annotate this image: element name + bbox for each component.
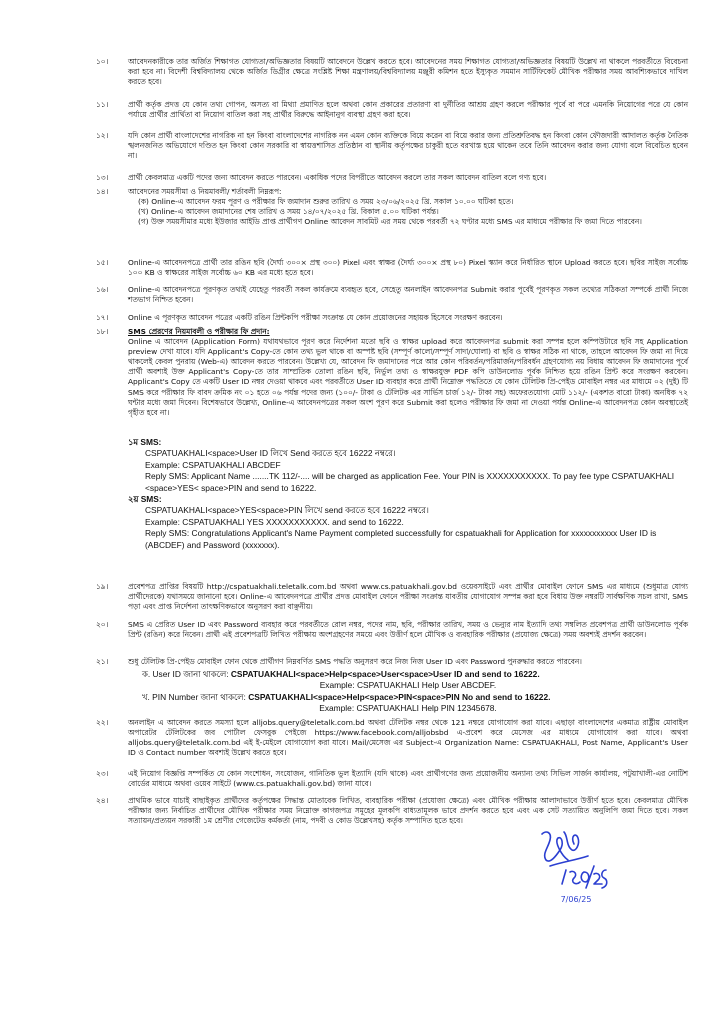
item-text: এই নিয়োগ বিজ্ঞপ্তি সম্পর্কিত যে কোন সংশোধন, সংযোজন, গানিতিক ভুল ইত্যাদি (যদি থাকে) এবং প্রার্থীগণের জন্য প্রয়োজনীয় অন্যান্য তথ্য সিভিল সার্জন কার্যালয়, পটুয়াখালী-এর নোটিশ বোর্ডের মাধ্যমে অথবা ওয়েব সাইটে (www.cs.patuakhali.gov.bd) জানা যাবে। bbox=[128, 769, 688, 789]
item-number: ১৭। bbox=[96, 313, 109, 322]
recovery-user-id-example: Example: CSPATUAKHALI Help User ABCDEF. bbox=[319, 680, 497, 691]
password-recovery bbox=[128, 669, 688, 715]
recovery-user-id bbox=[128, 669, 688, 680]
item-number: ১১। bbox=[96, 100, 109, 109]
item-text: Online-এ আবেদনপত্রে পূরণকৃত তথ্যই যেহেতু পরবর্তী সকল কার্যক্রমে ব্যবহৃত হবে, সেহেতু অনলাইন আবেদনপত্র Submit করার পূর্বেই পূরণকৃত সকল তথ্যের সঠিকতা সম্পর্কে প্রার্থী নিজে শতভাগ নিশ্চিত হবেন। bbox=[128, 285, 688, 305]
item-text: Online এ পূরণকৃত আবেদন পত্রের একটি রঙিন প্রিন্টকপি পরীক্ষা সংক্রান্ত যে কোন প্রয়োজনের সহায়ক হিসেবে সংরক্ষণ করবেন। bbox=[128, 313, 503, 322]
signature-stroke-2 bbox=[564, 832, 579, 850]
recovery-user-id-label: ক. User ID জানা থাকলে: bbox=[142, 669, 231, 679]
item-text: প্রার্থী কেবলমাত্র একটি পদের জন্য আবেদন করতে পারবেন। একাধিক পদের বিপরীতে আবেদন করলে তার সকল আবেদন বাতিল বলে গণ্য হবে। bbox=[128, 173, 547, 182]
recovery-pin bbox=[128, 692, 688, 703]
recovery-user-id-command: CSPATUAKHALI<space>Help<space>User<space>User ID and send to 16222. bbox=[230, 669, 540, 679]
first-sms-heading: ১ম SMS: bbox=[128, 437, 162, 447]
first-sms-command: CSPATUAKHALI<space>User ID লিখে Send করতে হবে 16222 নম্বরে। bbox=[145, 448, 396, 459]
first-sms-reply: Reply SMS: Applicant Name .......TK 112/-.... will be charged as application Fee. Your PIN is XXXXXXXXXXX. To pay fee type CSPATUAKHALI <space>YES< space>PIN and send to 16222. bbox=[145, 471, 675, 493]
item-paragraph: Online এ আবেদন (Application Form) যথাযথভাবে পূরণ করে নির্দেশনা মতো ছবি ও স্বাক্ষর upload করে আবেদনপত্র submit করা সম্পন্ন হলে কম্পিউটারে ছবি সহ Application preview দেখা যাবে। যদি Applicant's Copy-তে কোন তথ্য ভুল থাকে বা অস্পষ্ট ছবি (সম্পূর্ণ কালো/সম্পূর্ণ সাদা/ঘোলা) বা ছবি ও স্বাক্ষর সঠিক না থাকে, তাহলে আবেদন ফি জমা না দিয়ে থাকলেই কেবল পুনরায় (Web-এ) আবেদন করতে পারবেন। উল্লেখ্য যে, আবেদন ফি জমাদানের পরে আর কোন পরিবর্তন/পরিমার্জন/পরিবর্ধন গ্রহণযোগ্য নয় বিধায় আবেদন ফি জমাদানের পূর্বে প্রার্থী অবশ্যই উক্ত Applicant's Copy-তে তার সাম্প্রতিক তোলা রঙিন ছবি, নির্ভুল তথ্য ও স্বাক্ষরযুক্ত PDF কপি ডাউনলোড পূর্বক নিশ্চিত হয়ে রঙিন প্রিন্ট করে সংরক্ষণ করবেন। Applicant's Copy তে একটি User ID নম্বর দেওয়া থাকবে এবং পরবর্তীতে User ID ব্যবহার করে প্রার্থী নিম্নোক্ত পদ্ধতিতে যে কোন টেলিটক প্রি-পেইড মোবাইল নম্বর এর মাধ্যমে ০২ (দুই) টি SMS করে পরীক্ষার ফি বাবদ ক্রমিক নং ০১ হতে ০৬ পর্যন্ত পদের জন্য (১০০/- টাকা ও টেলিটক এর সার্ভিস চার্জ ১২/- টাকা সহ) অফেরতযোগ্য মোট ১১২/- (একশত বারো টাকা) অনধিক ৭২ ঘন্টার মধ্যে জমা দিবেন। বিশেষভাবে উল্লেখ্য, Online-এ আবেদনপত্রের সকল অংশ পূরণ করে Submit করা হলেও পরীক্ষার ফি জমা না দেওয়া পর্যন্ত Online-এ আবেদনপত্র কোন অবস্থাতেই গৃহীত হবে না। bbox=[128, 337, 688, 417]
signature-date: 7/06/25 bbox=[560, 895, 592, 904]
item-text bbox=[128, 327, 688, 418]
item-number: ১৫। bbox=[96, 258, 109, 267]
item-number: ১৬। bbox=[96, 285, 109, 294]
item-number: ২২। bbox=[96, 718, 109, 727]
item-text: যদি কোন প্রার্থী বাংলাদেশের নাগরিক না হন কিংবা বাংলাদেশের নাগরিক নন এমন কোন ব্যক্তিকে বিয়ে করেন বা বিয়ে করার জন্য প্রতিশ্রুতিবদ্ধ হন কিংবা কোন ফৌজদারী আদালত কর্তৃক নৈতিক স্খলনজনিত অভিযোগে দণ্ডিত হন কিংবা কোন সরকারি বা স্বায়ত্তশাসিত প্রতিষ্ঠান বা স্থানীয় কর্তৃপক্ষের চাকুরী হতে বরখাস্ত হয়ে থাকেন তবে তিনি আবেদন করার জন্য যোগ্য বলে বিবেচিত হবেন না। bbox=[128, 131, 688, 161]
signature-underline bbox=[550, 856, 588, 866]
second-sms-command: CSPATUAKHALI<space>YES<space>PIN লিখে send করতে হবে 16222 নম্বরে। bbox=[145, 505, 429, 516]
item-text: প্রবেশপত্র প্রাপ্তির বিষয়টি http://cspatuakhali.teletalk.com.bd অথবা www.cs.patuakhali.gov.bd ওয়েবসাইটে এবং প্রার্থীর মোবাইল ফোনে SMS এর মাধ্যমে (শুধুমাত্র যোগ্য প্রার্থীদেরকে) যথাসময়ে জানানো হবে। Online-এ আবেদনপত্রে প্রার্থীর প্রদত্ত মোবাইল ফোনে পরীক্ষা সংক্রান্ত যাবতীয় যোগাযোগ সম্পন্ন করা হবে বিধায় উক্ত নম্বরটি সার্বক্ষণিক সচল রাখা, SMS পড়া এবং প্রাপ্ত নির্দেশনা তাৎক্ষণিকভাবে অনুসরণ করা বাঞ্ছনীয়। bbox=[128, 582, 688, 612]
item-text: প্রার্থী কর্তৃক প্রদত্ত যে কোন তথ্য গোপন, অসত্য বা মিথ্যা প্রমাণিত হলে অথবা কোন প্রকারের প্রতারণা বা দুর্নীতির আশ্রয় গ্রহণ করলে পরীক্ষার পূর্বে বা পরে এমনকি নিয়োগের পরে যে কোন পর্যায়ে প্রার্থীর প্রার্থিতা বা নিয়োগ বাতিল করা সহ প্রার্থীর বিরুদ্ধে আইনানুগ ব্যবস্থা গ্রহণ করা হবে। bbox=[128, 100, 688, 120]
item-number: ২৪। bbox=[96, 796, 109, 805]
first-sms-example: Example: CSPATUAKHALI ABCDEF bbox=[145, 459, 281, 470]
second-sms-reply: Reply SMS: Congratulations Applicant's Name Payment completed successfully for cspatuakhali for Application for xxxxxxxxxxx User ID is (ABCDEF) and Password (xxxxxxx). bbox=[145, 528, 657, 550]
recovery-pin-command: CSPATUAKHALI<space>Help<space>PIN<space>PIN No and send to 16222. bbox=[248, 691, 551, 702]
second-sms-heading: ২য় SMS: bbox=[128, 494, 162, 505]
sub-item-kha: (খ) Online-এ আবেদন জমাদানের শেষ তারিখ ও সময় ১৪/০৭/২০২৫ খ্রি. বিকাল ৫.০০ ঘটিকা পর্যন্ত। bbox=[138, 207, 439, 217]
item-number: ২১। bbox=[96, 657, 109, 666]
recovery-pin-label: খ. PIN Number জানা থাকলে: bbox=[142, 691, 249, 702]
sub-item-ga: (গ) উক্ত সময়সীমার মধ্যে ইউজার আইডি প্রাপ্ত প্রার্থীগণ Online আবেদন সাবমিট এর সময় থেকে পরবর্তী ৭২ ঘণ্টার মধ্যে SMS এর মাধ্যমে পরীক্ষার ফি জমা দিতে পারবেন। bbox=[138, 217, 642, 227]
sub-item-ka: (ক) Online-এ আবেদন ফরম পূরণ ও পরীক্ষার ফি জমাদান শুরুর তারিখ ও সময় ২৩/০৬/২০২৫ খ্রি. সকাল ১০.০০ ঘটিকা হতে। bbox=[138, 197, 514, 207]
item-number: ১৪। bbox=[96, 187, 109, 196]
item-number: ২০। bbox=[96, 620, 109, 629]
item-intro: আবেদনের সময়সীমা ও নিয়মাবলী/ শর্তাবলী নিম্নরূপ: bbox=[128, 187, 282, 196]
item-number: ১৮। bbox=[96, 327, 109, 336]
item-number: ১০। bbox=[96, 57, 109, 66]
item-text: অনলাইন এ আবেদন করতে সমস্যা হলে alljobs.query@teletalk.com.bd অথবা টেলিটক নম্বর থেকে 121 নম্বরে যোগাযোগ করা যাবে। এছাড়া বাংলাদেশের একমাত্র রাষ্ট্রীয় মোবাইল অপারেটর টেলিটকের জব পোর্টাল ফেসবুক পেইজে https://www.facebook.com/alljobsbd এ-প্রবেশ করে মেসেজ এর মাধ্যমে যোগাযোগ করা যাবে। অথবা alljobs.query@teletalk.com.bd এই ই-মেইলে যোগাযোগ করা যাবে। Mail/মেসেজ এর Subject-এ Organization Name: CSPATUAKHALI, Post Name, Applicant's User ID ও Contact number অবশ্যই উল্লেখ করতে হবে। bbox=[128, 718, 688, 758]
signature-date-strokes bbox=[562, 866, 607, 888]
item-number: ১৩। bbox=[96, 173, 109, 182]
item-text: Online-এ আবেদনপত্রে প্রার্থী তার রঙিন ছবি (দৈর্ঘ্য ৩০০× প্রস্থ ৩০০) Pixel এবং স্বাক্ষর (দৈর্ঘ্য ৩০০× প্রস্থ ৮০) Pixel স্ক্যান করে নির্ধারিত স্থানে Upload করতে হবে। ছবির সাইজ সর্বোচ্চ ১০০ KB ও স্বাক্ষরের সাইজ সর্বোচ্চ ৬০ KB এর মধ্যে হতে হবে। bbox=[128, 258, 688, 278]
handwritten-signature bbox=[536, 826, 616, 906]
signature-strokes bbox=[542, 832, 607, 888]
signature-stroke-1 bbox=[542, 832, 568, 861]
second-sms-example: Example: CSPATUAKHALI YES XXXXXXXXXXX. and send to 16222. bbox=[145, 516, 404, 527]
item-text: শুধু টেলিটক প্রি-পেইড মোবাইল ফোন থেকে প্রার্থীগণ নিম্নবর্ণিত SMS পদ্ধতি অনুসরণ করে নিজ নিজ User ID এবং Password পুনরুদ্ধার করতে পারবেন। bbox=[128, 657, 582, 666]
sms-instructions bbox=[128, 437, 688, 551]
item-number: ১২। bbox=[96, 131, 109, 140]
item-text bbox=[128, 187, 688, 227]
item-text: SMS এ প্রেরিত User ID এবং Password ব্যবহার করে পরবর্তীতে রোল নম্বর, পদের নাম, ছবি, পরীক্ষার তারিখ, সময় ও ভেন্যুর নাম ইত্যাদি তথ্য সম্বলিত প্রবেশপত্র প্রার্থী ডাউনলোড পূর্বক প্রিন্ট (রঙিন) করে নিবেন। প্রার্থী এই প্রবেশপত্রটি লিখিত পরীক্ষায় অংশগ্রহণের সময়ে এবং উত্তীর্ণ হলে মৌখিক ও ব্যবহারিক পরীক্ষার (প্রযোজ্য ক্ষেত্রে) সময় অবশ্যই প্রদর্শন করবেন। bbox=[128, 620, 688, 640]
sms-section-heading: SMS প্রেরণের নিয়মাবলী ও পরীক্ষার ফি প্রদান: bbox=[128, 327, 270, 336]
recovery-pin-example: Example: CSPATUAKHALI Help PIN 12345678. bbox=[319, 703, 497, 714]
item-number: ১৯। bbox=[96, 582, 109, 591]
item-number: ২৩। bbox=[96, 769, 109, 778]
item-text: প্রাথমিক ভাবে যাচাই বাছাইকৃত প্রার্থীদের কর্তৃপক্ষের সিদ্ধান্ত মোতাবেক লিখিত, ব্যবহারিক পরীক্ষা (প্রযোজ্য ক্ষেত্রে) এবং মৌখিক পরীক্ষায় আলাদাভাবে উত্তীর্ণ হতে হবে। কেবলমাত্র মৌখিক পরীক্ষার জন্য নির্বাচিত প্রার্থীদের মৌখিক পরীক্ষার সময় নিম্নোক্ত কাগজপত্র সমূহের মূলকপি বাধ্যতামূলক ভাবে প্রদর্শন করতে হবে এবং এক সেট সত্যায়িত অনুলিপি জমা দিতে হবে। সকল সত্যায়ন/প্রত্যয়ন সরকারী ১ম শ্রেণীর গেজেটেড কর্মকর্তা (নাম, পদবী ও কোড উল্লেখসহ) কর্তৃক সম্পাদিত হতে হবে। bbox=[128, 796, 688, 826]
item-text: আবেদনকারীকে তার অর্জিত শিক্ষাগত যোগ্যতা/অভিজ্ঞতার বিষয়টি আবেদনে উল্লেখ করতে হবে। আবেদনের সময় শিক্ষাগত যোগ্যতা/অভিজ্ঞতার বিষয়টি উল্লেখ না থাকলে পরবর্তীতে বিবেচনা করা হবে না। বিদেশী বিশ্ববিদ্যালয় থেকে অর্জিত ডিগ্রীর ক্ষেত্রে সংশ্লিষ্ট শিক্ষা মন্ত্রণালয়/বিশ্ববিদ্যালয় মঞ্জুরী কমিশন হতে ইস্যুকৃত সমমান সার্টিফিকেট মৌখিক পরীক্ষার সময় আবশ্যিকভাবে দাখিল করতে হবে। bbox=[128, 57, 688, 87]
